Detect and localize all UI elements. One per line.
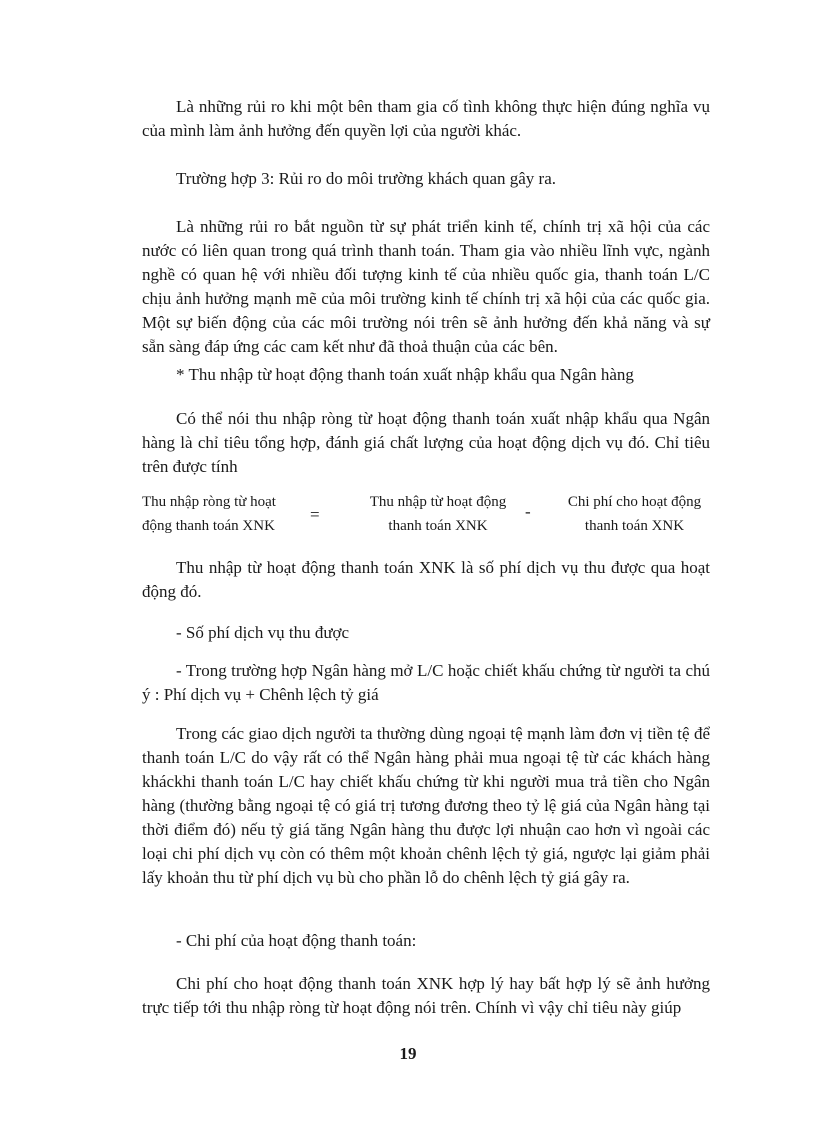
formula-term-line: thanh toán XNK xyxy=(388,518,488,534)
page-number: 19 xyxy=(399,1044,417,1063)
paragraph-fee-collected: - Số phí dịch vụ thu được xyxy=(176,623,350,642)
paragraph-cost-heading: - Chi phí của hoạt động thanh toán: xyxy=(176,931,417,950)
paragraph-case-3: Trường hợp 3: Rủi ro do môi trường khách quan gây ra. xyxy=(176,169,557,188)
paragraph-risk-party: Là những rủi ro khi một bên tham gia cố tình không thực hiện đúng nghĩa vụ của mình làm ảnh hưởng đến quyền lợi của người khác. xyxy=(142,97,710,140)
paragraph-income-heading: * Thu nhập từ hoạt động thanh toán xuất nhập khẩu qua Ngân hàng xyxy=(176,365,634,384)
formula-minus: - xyxy=(525,502,531,521)
formula-term-line: Chi phí cho hoạt động xyxy=(567,494,702,510)
formula-term-cost xyxy=(547,490,722,538)
formula-lhs-line: động thanh toán XNK xyxy=(142,518,275,534)
formula-equals: = xyxy=(310,505,320,524)
formula-term-income xyxy=(338,490,538,538)
paragraph-xnk-income: Thu nhập từ hoạt động thanh toán XNK là số phí dịch vụ thu được qua hoạt động đó. xyxy=(142,558,710,601)
formula-term-line: Thu nhập từ hoạt động xyxy=(369,494,507,510)
paragraph-lc-case: - Trong trường hợp Ngân hàng mở L/C hoặc chiết khấu chứng từ người ta chú ý : Phí dịch vụ + Chênh lệch tỷ giá xyxy=(142,661,710,704)
paragraph-net-income: Có thể nói thu nhập ròng từ hoạt động thanh toán xuất nhập khẩu qua Ngân hàng là chỉ tiêu tổng hợp, đánh giá chất lượng của hoạt động dịch vụ đó. Chỉ tiêu trên được tính xyxy=(142,409,710,476)
paragraph-environment-risk: Là những rủi ro bắt nguồn từ sự phát triển kinh tế, chính trị xã hội của các nước có liên quan trong quá trình thanh toán. Tham gia vào nhiều lĩnh vực, ngành nghề có quan hệ với nhiều đối tượng kinh tế của nhiều quốc gia, thanh toán L/C chịu ảnh hưởng mạnh mẽ của môi trường kinh tế chính trị xã hội của các quốc gia. Một sự biến động của các môi trường nói trên sẽ ảnh hưởng đến khả năng và sự sẵn sàng đáp ứng các cam kết như đã thoả thuận của các bên. xyxy=(142,217,710,356)
paragraph-cost-impact: Chi phí cho hoạt động thanh toán XNK hợp lý hay bất hợp lý sẽ ảnh hưởng trực tiếp tới thu nhập ròng từ hoạt động nói trên. Chính vì vậy chỉ tiêu này giúp xyxy=(142,974,710,1017)
formula-lhs xyxy=(142,490,318,538)
income-formula xyxy=(142,490,722,542)
formula-lhs-line: Thu nhập ròng từ hoạt xyxy=(142,494,276,510)
paragraph-foreign-currency: Trong các giao dịch người ta thường dùng ngoại tệ mạnh làm đơn vị tiền tệ để thanh toán L/C do vậy rất có thể Ngân hàng phải mua ngoại tệ từ các khách hàng kháckhi thanh toán L/C hay chiết khấu chứng từ khi người mua trả tiền cho Ngân hàng (thường bằng ngoại tệ có giá trị tương đương theo tỷ lệ giá của Ngân hàng tại thời điểm đó) nếu tỷ giá tăng Ngân hàng thu được lợi nhuận cao hơn vì ngoài các loại chi phí dịch vụ còn có thêm một khoản chênh lệch tỷ giá, ngược lại giảm phải lấy khoản thu từ phí dịch vụ bù cho phần lỗ do chênh lệch tỷ giá gây ra. xyxy=(142,724,710,887)
formula-term-line: thanh toán XNK xyxy=(584,518,685,534)
